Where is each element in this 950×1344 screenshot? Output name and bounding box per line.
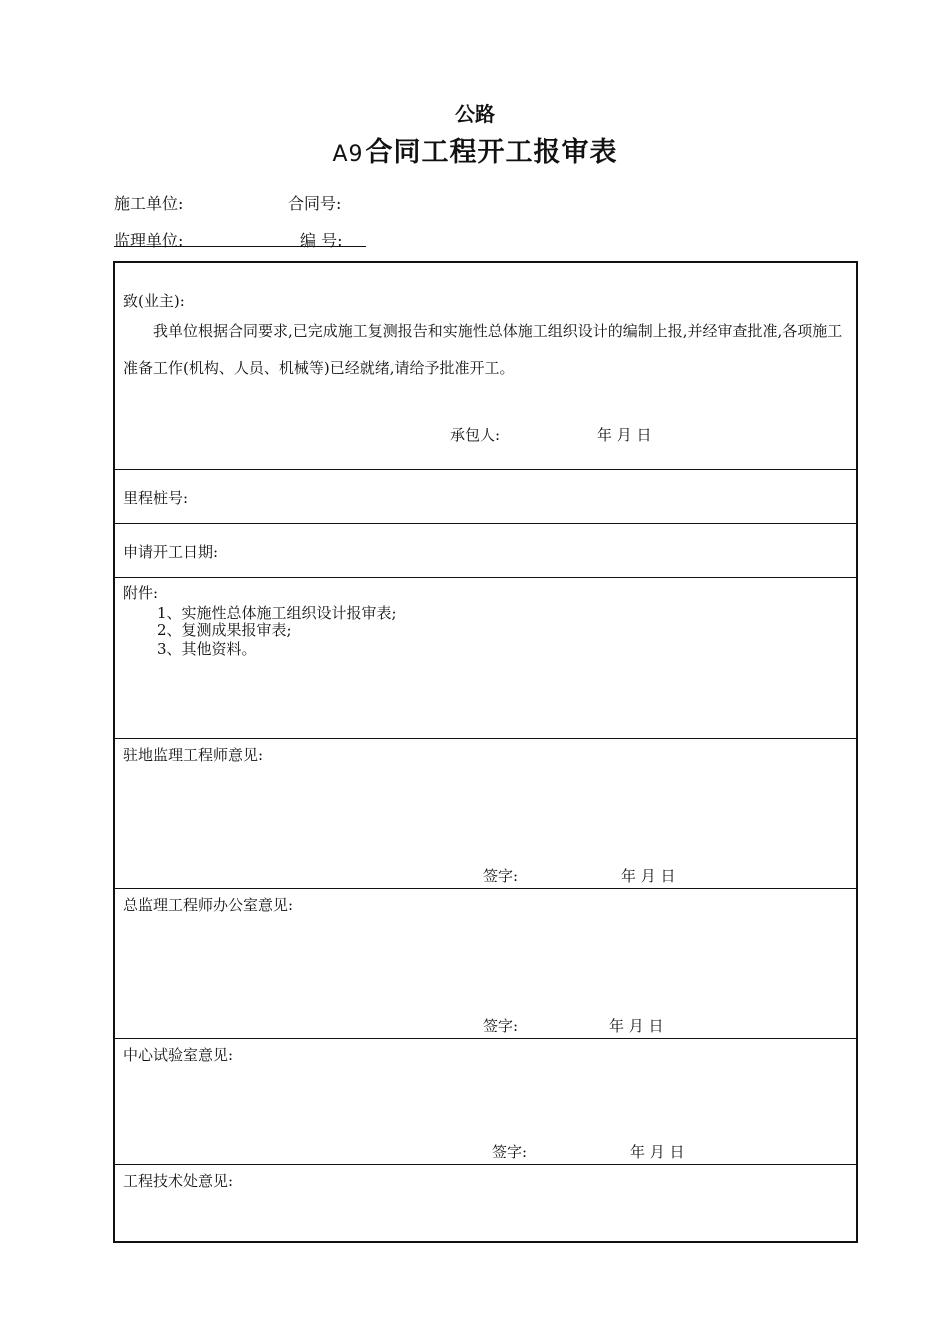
contractor-label: 承包人:: [450, 426, 501, 444]
chief-engineer-sign-label: 签字:: [483, 1017, 519, 1035]
chief-engineer-opinion-label: 总监理工程师办公室意见:: [123, 896, 294, 914]
start-date-label: 申请开工日期:: [123, 543, 219, 561]
engineering-dept-opinion-label: 工程技术处意见:: [123, 1172, 234, 1190]
meta-underline: [114, 246, 366, 247]
supervision-unit-label: 监理单位:: [114, 231, 184, 250]
serial-no-label: 编 号:: [300, 231, 343, 250]
central-lab-date: 年 月 日: [630, 1143, 685, 1161]
form-table: [113, 261, 858, 1243]
document-subtitle: 公路: [455, 102, 495, 126]
attachments-row: [115, 577, 856, 738]
mileage-row: [115, 469, 856, 523]
request-paragraph: 我单位根据合同要求,已完成施工复测报告和实施性总体施工组织设计的编制上报,并经审查批准,各项施工准备工作(机构、人员、机械等)已经就绪,请给予批准开工。: [123, 322, 843, 377]
chief-engineer-row: [115, 888, 856, 1038]
contract-no-label: 合同号:: [288, 194, 342, 213]
mileage-label: 里程桩号:: [123, 489, 189, 507]
attachment-item: 3、其他资料。: [157, 640, 257, 658]
central-lab-sign-label: 签字:: [492, 1143, 528, 1161]
document-title: [0, 130, 950, 169]
start-date-row: [115, 523, 856, 577]
construction-unit-label: 施工单位:: [114, 194, 184, 213]
form-title: 合同工程开工报审表: [365, 137, 618, 168]
form-code: A9: [332, 142, 364, 167]
chief-engineer-date: 年 月 日: [609, 1017, 664, 1035]
attachment-item: 2、复测成果报审表;: [157, 621, 292, 639]
engineering-dept-row: [115, 1164, 856, 1243]
attachments-label: 附件:: [123, 584, 159, 602]
resident-engineer-row: [115, 738, 856, 888]
central-lab-opinion-label: 中心试验室意见:: [123, 1046, 234, 1064]
attachment-item: 1、实施性总体施工组织设计报审表;: [157, 604, 397, 622]
resident-engineer-date: 年 月 日: [621, 867, 676, 885]
resident-engineer-sign-label: 签字:: [483, 867, 519, 885]
contractor-date: 年 月 日: [597, 426, 652, 444]
to-owner-label: 致(业主):: [123, 292, 185, 310]
central-lab-row: [115, 1038, 856, 1164]
resident-engineer-opinion-label: 驻地监理工程师意见:: [123, 746, 264, 764]
